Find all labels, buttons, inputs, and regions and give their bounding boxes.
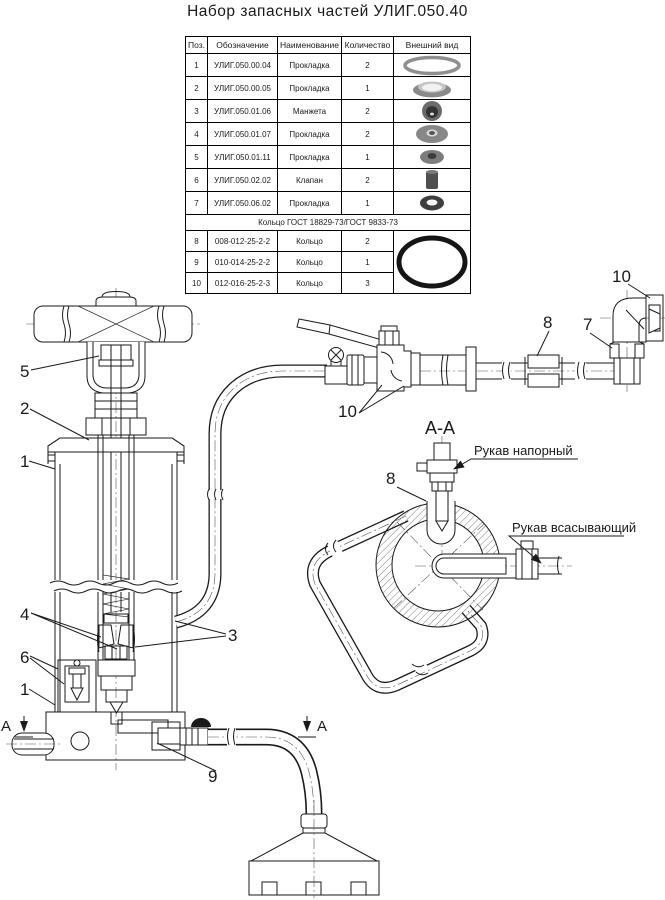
pump-cross-section bbox=[1, 288, 211, 770]
row-pos: 10 bbox=[186, 273, 208, 294]
table-row bbox=[186, 54, 471, 77]
col-header-name: Наименование bbox=[278, 37, 342, 54]
dark-ring-image bbox=[394, 192, 471, 215]
valve-plug-image bbox=[394, 169, 471, 192]
callout-3: 3 bbox=[228, 626, 238, 645]
discharge-line bbox=[176, 371, 327, 622]
row-qty: 2 bbox=[342, 169, 394, 192]
row-code: 010-014-25-2-2 bbox=[208, 252, 278, 273]
row-code: УЛИГ.050.01.06 bbox=[208, 100, 278, 123]
handle-bar bbox=[34, 306, 192, 342]
row-pos: 2 bbox=[186, 77, 208, 100]
section-a-a-label: А-А bbox=[425, 418, 456, 438]
row-code: 008-012-25-2-2 bbox=[208, 231, 278, 252]
lid-gasket-right bbox=[177, 455, 184, 461]
page-title: Набор запасных частей УЛИГ.050.40 bbox=[187, 3, 468, 20]
callout-8-union: 8 bbox=[543, 313, 553, 332]
table-row bbox=[186, 146, 471, 169]
gray-oring-image bbox=[394, 54, 471, 77]
row-name: Прокладка bbox=[278, 146, 342, 169]
row-qty: 1 bbox=[342, 192, 394, 215]
row-pos: 8 bbox=[186, 231, 208, 252]
row-pos: 6 bbox=[186, 169, 208, 192]
washer-image bbox=[394, 123, 471, 146]
row-pos: 4 bbox=[186, 123, 208, 146]
table-row bbox=[186, 100, 471, 123]
row-code: 012-016-25-2-3 bbox=[208, 273, 278, 294]
seal-ring-image bbox=[394, 77, 471, 100]
callout-9: 9 bbox=[208, 767, 218, 786]
row-pos: 1 bbox=[186, 54, 208, 77]
callout-1-bottom: 1 bbox=[20, 680, 30, 699]
row-name: Кольцо bbox=[278, 273, 342, 294]
callout-1-top: 1 bbox=[20, 452, 30, 471]
section-mark-a-right: А bbox=[317, 718, 328, 735]
row-pos: 3 bbox=[186, 100, 208, 123]
row-pos: 7 bbox=[186, 192, 208, 215]
callout-8-swivel: 8 bbox=[386, 469, 396, 488]
row-qty: 1 bbox=[342, 146, 394, 169]
row-qty: 1 bbox=[342, 77, 394, 100]
row-qty: 2 bbox=[342, 123, 394, 146]
row-name: Прокладка bbox=[278, 123, 342, 146]
row-pos: 5 bbox=[186, 146, 208, 169]
small-washer-image bbox=[394, 146, 471, 169]
table-row bbox=[186, 123, 471, 146]
row-name: Прокладка bbox=[278, 77, 342, 100]
row-qty: 2 bbox=[342, 100, 394, 123]
outlet-seal-dome bbox=[191, 718, 211, 727]
table-row bbox=[186, 169, 471, 192]
row-qty: 2 bbox=[342, 54, 394, 77]
row-name: Кольцо bbox=[278, 231, 342, 252]
row-code: УЛИГ.050.00.05 bbox=[208, 77, 278, 100]
col-header-appearance: Внешний вид bbox=[394, 37, 471, 54]
callout-10-valve: 10 bbox=[338, 402, 357, 421]
row-name: Манжета bbox=[278, 100, 342, 123]
table-header-row bbox=[186, 37, 471, 54]
group-header: Кольцо ГОСТ 18829-73/ГОСТ 9833-73 bbox=[186, 215, 471, 231]
row-code: УЛИГ.050.01.11 bbox=[208, 146, 278, 169]
col-header-code: Обозначение bbox=[208, 37, 278, 54]
swivel-assembly bbox=[313, 436, 636, 688]
section-mark-a-left: А bbox=[1, 718, 12, 735]
group-header-row bbox=[186, 215, 471, 231]
callout-7: 7 bbox=[583, 315, 593, 334]
row-code: УЛИГ.050.06.02 bbox=[208, 192, 278, 215]
row-code: УЛИГ.050.01.07 bbox=[208, 123, 278, 146]
callout-6: 6 bbox=[20, 648, 30, 667]
col-header-qty: Количество bbox=[342, 37, 394, 54]
callout-4: 4 bbox=[20, 605, 30, 624]
row-pos: 9 bbox=[186, 252, 208, 273]
row-code: УЛИГ.050.02.02 bbox=[208, 169, 278, 192]
pressure-hose-label: Рукав напорный bbox=[474, 443, 573, 458]
row-code: УЛИГ.050.00.04 bbox=[208, 54, 278, 77]
suction-hose-label: Рукав всасывающий bbox=[512, 520, 637, 535]
spare-parts-table bbox=[185, 36, 471, 294]
row-name: Кольцо bbox=[278, 252, 342, 273]
row-name: Прокладка bbox=[278, 54, 342, 77]
row-qty: 2 bbox=[342, 231, 394, 252]
table-row bbox=[186, 192, 471, 215]
callout-10-elbow: 10 bbox=[612, 267, 631, 286]
row-qty: 3 bbox=[342, 273, 394, 294]
row-qty: 1 bbox=[342, 252, 394, 273]
callout-2: 2 bbox=[20, 399, 30, 418]
row-name: Прокладка bbox=[278, 192, 342, 215]
suction-line bbox=[208, 716, 379, 898]
cup-seal-image bbox=[394, 100, 471, 123]
table-row bbox=[186, 231, 471, 252]
lid-gasket-left bbox=[48, 455, 55, 461]
black-oring-image bbox=[394, 231, 471, 294]
col-header-pos: Поз. bbox=[186, 37, 208, 54]
row-name: Клапан bbox=[278, 169, 342, 192]
callout-5: 5 bbox=[20, 362, 30, 381]
table-row bbox=[186, 77, 471, 100]
